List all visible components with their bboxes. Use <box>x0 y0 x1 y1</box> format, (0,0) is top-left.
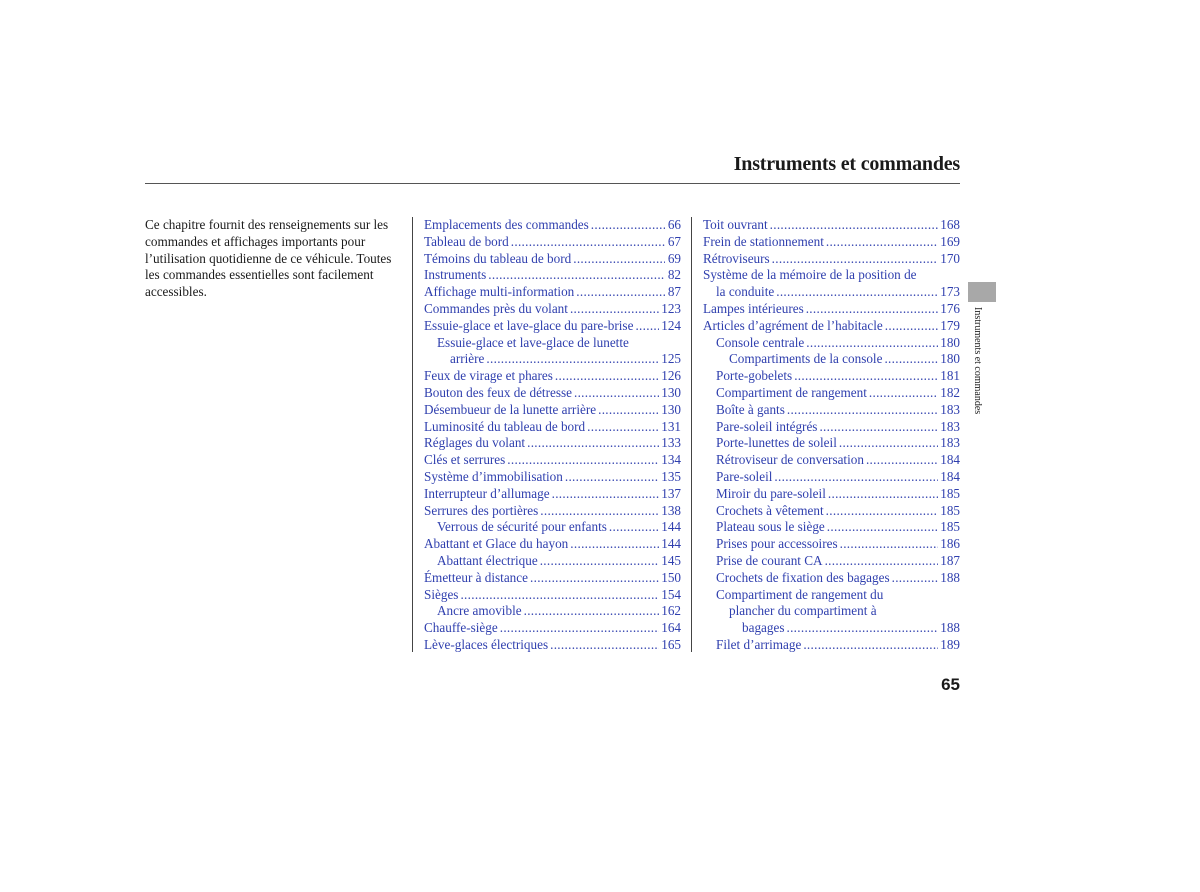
toc-entry[interactable] <box>424 587 681 604</box>
toc-page-number: 183 <box>940 418 960 434</box>
toc-entry-label: Système d’immobilisation <box>424 468 563 484</box>
dot-leader <box>540 503 659 520</box>
toc-entry[interactable] <box>703 553 960 570</box>
toc-entry-label: arrière <box>450 351 485 367</box>
toc-page-number: 135 <box>661 468 681 484</box>
intro-paragraph: Ce chapitre fournit des renseignements sur les commandes et affichages importants pour l’utilisation quotidienne de ce véhicule. Toutes les commandes essentielles sont facilement accessibles. <box>145 217 392 300</box>
dot-leader <box>840 536 939 553</box>
header-rule <box>145 183 960 184</box>
toc-entry-label: Serrures des portières <box>424 502 539 518</box>
toc-entry-label: Compartiment de rangement <box>716 384 867 400</box>
dot-leader <box>806 301 939 318</box>
toc-entry[interactable] <box>424 402 681 419</box>
page-title: Instruments et commandes <box>733 153 960 175</box>
dot-leader <box>570 536 659 553</box>
toc-entry[interactable] <box>424 234 681 251</box>
toc-entry-label: Chauffe-siège <box>424 620 498 636</box>
toc-entry-label: Commandes près du volant <box>424 300 568 316</box>
toc-page-number: 173 <box>940 284 960 300</box>
dot-leader <box>527 435 659 452</box>
dot-leader <box>826 503 939 520</box>
toc-entry[interactable] <box>424 217 681 234</box>
toc-entry-label: Affichage multi-information <box>424 284 575 300</box>
toc-entry-label[interactable]: Compartiment de rangement du <box>716 586 884 602</box>
toc-page-number: 180 <box>940 351 960 367</box>
toc-page-number: 67 <box>667 233 681 249</box>
dot-leader <box>486 351 659 368</box>
dot-leader <box>550 637 659 654</box>
toc-entry[interactable] <box>424 301 681 318</box>
toc-entry[interactable] <box>703 419 960 436</box>
toc-entry-label: Pare-soleil intégrés <box>716 418 818 434</box>
dot-leader <box>507 452 659 469</box>
toc-page-number: 162 <box>661 603 681 619</box>
dot-leader <box>609 519 659 536</box>
dot-leader <box>794 368 938 385</box>
toc-page-number: 169 <box>940 233 960 249</box>
toc-entry[interactable] <box>703 234 960 251</box>
toc-page-number: 165 <box>661 636 681 652</box>
dot-leader <box>839 435 938 452</box>
dot-leader <box>827 519 938 536</box>
toc-entry[interactable] <box>424 435 681 452</box>
chapter-side-label: Instruments et commandes <box>972 307 983 415</box>
toc-entry-label: Porte-gobelets <box>716 368 793 384</box>
toc-page-number: 179 <box>940 317 960 333</box>
dot-leader <box>555 368 659 385</box>
toc-entry-label: Lampes intérieures <box>703 300 804 316</box>
toc-entry[interactable] <box>424 536 681 553</box>
dot-leader <box>530 570 659 587</box>
toc-page-number: 181 <box>940 368 960 384</box>
toc-page-number: 133 <box>661 435 681 451</box>
toc-page-number: 150 <box>661 569 681 585</box>
toc-entry-label: Abattant électrique <box>437 552 538 568</box>
toc-page-number: 66 <box>667 217 681 232</box>
toc-page-number: 183 <box>940 435 960 451</box>
toc-page-number: 184 <box>940 452 960 468</box>
toc-entry[interactable] <box>424 318 681 335</box>
toc-page-number: 170 <box>940 250 960 266</box>
toc-page-number: 123 <box>661 300 681 316</box>
toc-entry[interactable] <box>703 368 960 385</box>
toc-page-number: 185 <box>940 502 960 518</box>
toc-entry[interactable] <box>703 452 960 469</box>
toc-entry-label: Porte-lunettes de soleil <box>716 435 837 451</box>
toc-entry-continuation[interactable]: plancher du compartiment à <box>729 603 877 619</box>
toc-page-number: 125 <box>661 351 681 367</box>
toc-entry[interactable] <box>703 620 960 637</box>
toc-entry-label[interactable]: Système de la mémoire de la position de <box>703 267 917 283</box>
toc-page-number: 182 <box>940 384 960 400</box>
toc-entry[interactable] <box>424 553 681 570</box>
toc-entry[interactable] <box>424 570 681 587</box>
dot-leader <box>772 251 939 268</box>
toc-entry-label: Rétroviseur de conversation <box>716 452 864 468</box>
dot-leader <box>524 603 660 620</box>
dot-leader <box>488 267 665 284</box>
toc-page-number: 134 <box>661 452 681 468</box>
toc-entry[interactable] <box>424 620 681 637</box>
toc-entry-label: Pare-soleil <box>716 468 773 484</box>
toc-entry[interactable] <box>424 351 681 368</box>
toc-entry-label: Prises pour accessoires <box>716 536 838 552</box>
toc-entry-label[interactable]: Essuie-glace et lave-glace de lunette <box>437 334 629 350</box>
toc-entry[interactable] <box>703 318 960 335</box>
toc-entry-label: Console centrale <box>716 334 805 350</box>
toc-page-number: 144 <box>661 519 681 535</box>
toc-page-number: 176 <box>940 300 960 316</box>
toc-page-number: 131 <box>661 418 681 434</box>
dot-leader <box>574 385 659 402</box>
toc-page-number: 183 <box>940 401 960 417</box>
toc-page-number: 144 <box>661 536 681 552</box>
page-number: 65 <box>941 675 960 694</box>
toc-page-number: 184 <box>940 468 960 484</box>
toc-page-number: 154 <box>661 586 681 602</box>
dot-leader <box>828 486 938 503</box>
dot-leader <box>552 486 660 503</box>
toc-page-number: 188 <box>940 569 960 585</box>
toc-page-number: 180 <box>940 334 960 350</box>
toc-entry-label: Filet d’arrimage <box>716 636 802 652</box>
dot-leader <box>885 318 938 335</box>
toc-entry-label: Tableau de bord <box>424 233 509 249</box>
toc-entry[interactable] <box>424 637 681 654</box>
toc-entry-label: Rétroviseurs <box>703 250 770 266</box>
toc-entry[interactable] <box>703 351 960 368</box>
toc-entry-label: Essuie-glace et lave-glace du pare-brise <box>424 317 634 333</box>
dot-leader <box>770 217 939 234</box>
toc-entry[interactable] <box>703 435 960 452</box>
dot-leader <box>806 335 938 352</box>
toc-entry-label: Instruments <box>424 267 487 283</box>
toc-page-number: 164 <box>661 620 681 636</box>
dot-leader <box>587 419 659 436</box>
dot-leader <box>570 301 659 318</box>
toc-entry-label: Ancre amovible <box>437 603 522 619</box>
dot-leader <box>776 284 938 301</box>
dot-leader <box>869 385 938 402</box>
toc-entry[interactable] <box>703 503 960 520</box>
toc-entry-label: Sièges <box>424 586 459 602</box>
toc-entry-label: Prise de courant CA <box>716 552 823 568</box>
toc-page-number: 145 <box>661 552 681 568</box>
toc-page-number: 185 <box>940 519 960 535</box>
toc-entry-label: Clés et serrures <box>424 452 506 468</box>
dot-leader <box>591 217 665 234</box>
toc-entry[interactable] <box>424 503 681 520</box>
toc-entry[interactable] <box>424 486 681 503</box>
dot-leader <box>819 419 938 436</box>
toc-column-right <box>703 217 960 654</box>
dot-leader <box>511 234 665 251</box>
toc-entry-label: Réglages du volant <box>424 435 526 451</box>
dot-leader <box>787 402 938 419</box>
toc-entry[interactable] <box>703 301 960 318</box>
toc-entry-label: la conduite <box>716 284 775 300</box>
toc-entry-label: Articles d’agrément de l’habitacle <box>703 317 883 333</box>
toc-entry-label: Miroir du pare-soleil <box>716 485 826 501</box>
toc-entry-label: Témoins du tableau de bord <box>424 250 572 266</box>
dot-leader <box>573 251 665 268</box>
dot-leader <box>786 620 938 637</box>
column-divider <box>412 217 413 652</box>
toc-entry[interactable] <box>703 486 960 503</box>
dot-leader <box>576 284 665 301</box>
toc-page-number: 69 <box>667 250 681 266</box>
dot-leader <box>866 452 938 469</box>
toc-entry[interactable] <box>703 519 960 536</box>
toc-entry-label: Crochets à vêtement <box>716 502 824 518</box>
dot-leader <box>460 587 659 604</box>
column-divider <box>691 217 692 652</box>
toc-entry-label: Émetteur à distance <box>424 569 528 585</box>
dot-leader <box>635 318 659 335</box>
toc-entry[interactable] <box>703 637 960 654</box>
toc-entry-label: Bouton des feux de détresse <box>424 384 572 400</box>
toc-entry-label: Boîte à gants <box>716 401 785 417</box>
toc-entry-label: Lève-glaces électriques <box>424 636 549 652</box>
toc-entry-label: Désembueur de la lunette arrière <box>424 401 597 417</box>
dot-leader <box>803 637 938 654</box>
toc-entry[interactable] <box>703 570 960 587</box>
toc-page-number: 186 <box>940 536 960 552</box>
chapter-tab <box>968 282 996 302</box>
toc-page-number: 137 <box>661 485 681 501</box>
toc-page-number: 130 <box>661 401 681 417</box>
toc-page-number: 130 <box>661 384 681 400</box>
toc-entry-label: Abattant et Glace du hayon <box>424 536 569 552</box>
dot-leader <box>500 620 659 637</box>
toc-entry-label: Luminosité du tableau de bord <box>424 418 586 434</box>
toc-entry[interactable] <box>703 335 960 352</box>
toc-entry[interactable] <box>424 284 681 301</box>
toc-entry[interactable] <box>424 267 681 284</box>
dot-leader <box>892 570 939 587</box>
toc-entry[interactable] <box>424 385 681 402</box>
dot-leader <box>825 553 939 570</box>
toc-entry-label: Toit ouvrant <box>703 217 768 232</box>
toc-entry[interactable] <box>424 368 681 385</box>
dot-leader <box>884 351 938 368</box>
toc-entry-label: Compartiments de la console <box>729 351 883 367</box>
toc-entry[interactable] <box>703 284 960 301</box>
toc-page-number: 138 <box>661 502 681 518</box>
toc-entry-label: Frein de stationnement <box>703 233 824 249</box>
dot-leader <box>598 402 659 419</box>
toc-page-number: 87 <box>667 284 681 300</box>
dot-leader <box>540 553 660 570</box>
toc-entry-label: Plateau sous le siège <box>716 519 825 535</box>
toc-entry[interactable] <box>703 536 960 553</box>
toc-entry-label: Verrous de sécurité pour enfants <box>437 519 607 535</box>
toc-entry-label: Interrupteur d’allumage <box>424 485 550 501</box>
toc-page-number: 124 <box>661 317 681 333</box>
dot-leader <box>774 469 938 486</box>
toc-entry[interactable] <box>703 385 960 402</box>
toc-entry-label: bagages <box>742 620 785 636</box>
toc-entry-label: Crochets de fixation des bagages <box>716 569 890 585</box>
dot-leader <box>826 234 938 251</box>
toc-page-number: 188 <box>940 620 960 636</box>
toc-page-number: 126 <box>661 368 681 384</box>
toc-entry[interactable] <box>424 603 681 620</box>
toc-entry[interactable] <box>703 217 960 234</box>
toc-entry[interactable] <box>424 519 681 536</box>
toc-page-number: 168 <box>940 217 960 232</box>
toc-entry-label: Feux de virage et phares <box>424 368 553 384</box>
toc-entry[interactable] <box>424 452 681 469</box>
toc-entry[interactable] <box>424 469 681 486</box>
toc-page-number: 185 <box>940 485 960 501</box>
toc-entry-label: Emplacements des commandes <box>424 217 589 232</box>
toc-entry[interactable] <box>424 251 681 268</box>
toc-entry[interactable] <box>424 419 681 436</box>
toc-page-number: 82 <box>667 267 681 283</box>
toc-entry[interactable] <box>703 469 960 486</box>
dot-leader <box>565 469 659 486</box>
toc-page-number: 187 <box>940 552 960 568</box>
toc-column-left <box>424 217 681 654</box>
toc-page-number: 189 <box>940 636 960 652</box>
toc-entry[interactable] <box>703 251 960 268</box>
toc-entry[interactable] <box>703 402 960 419</box>
